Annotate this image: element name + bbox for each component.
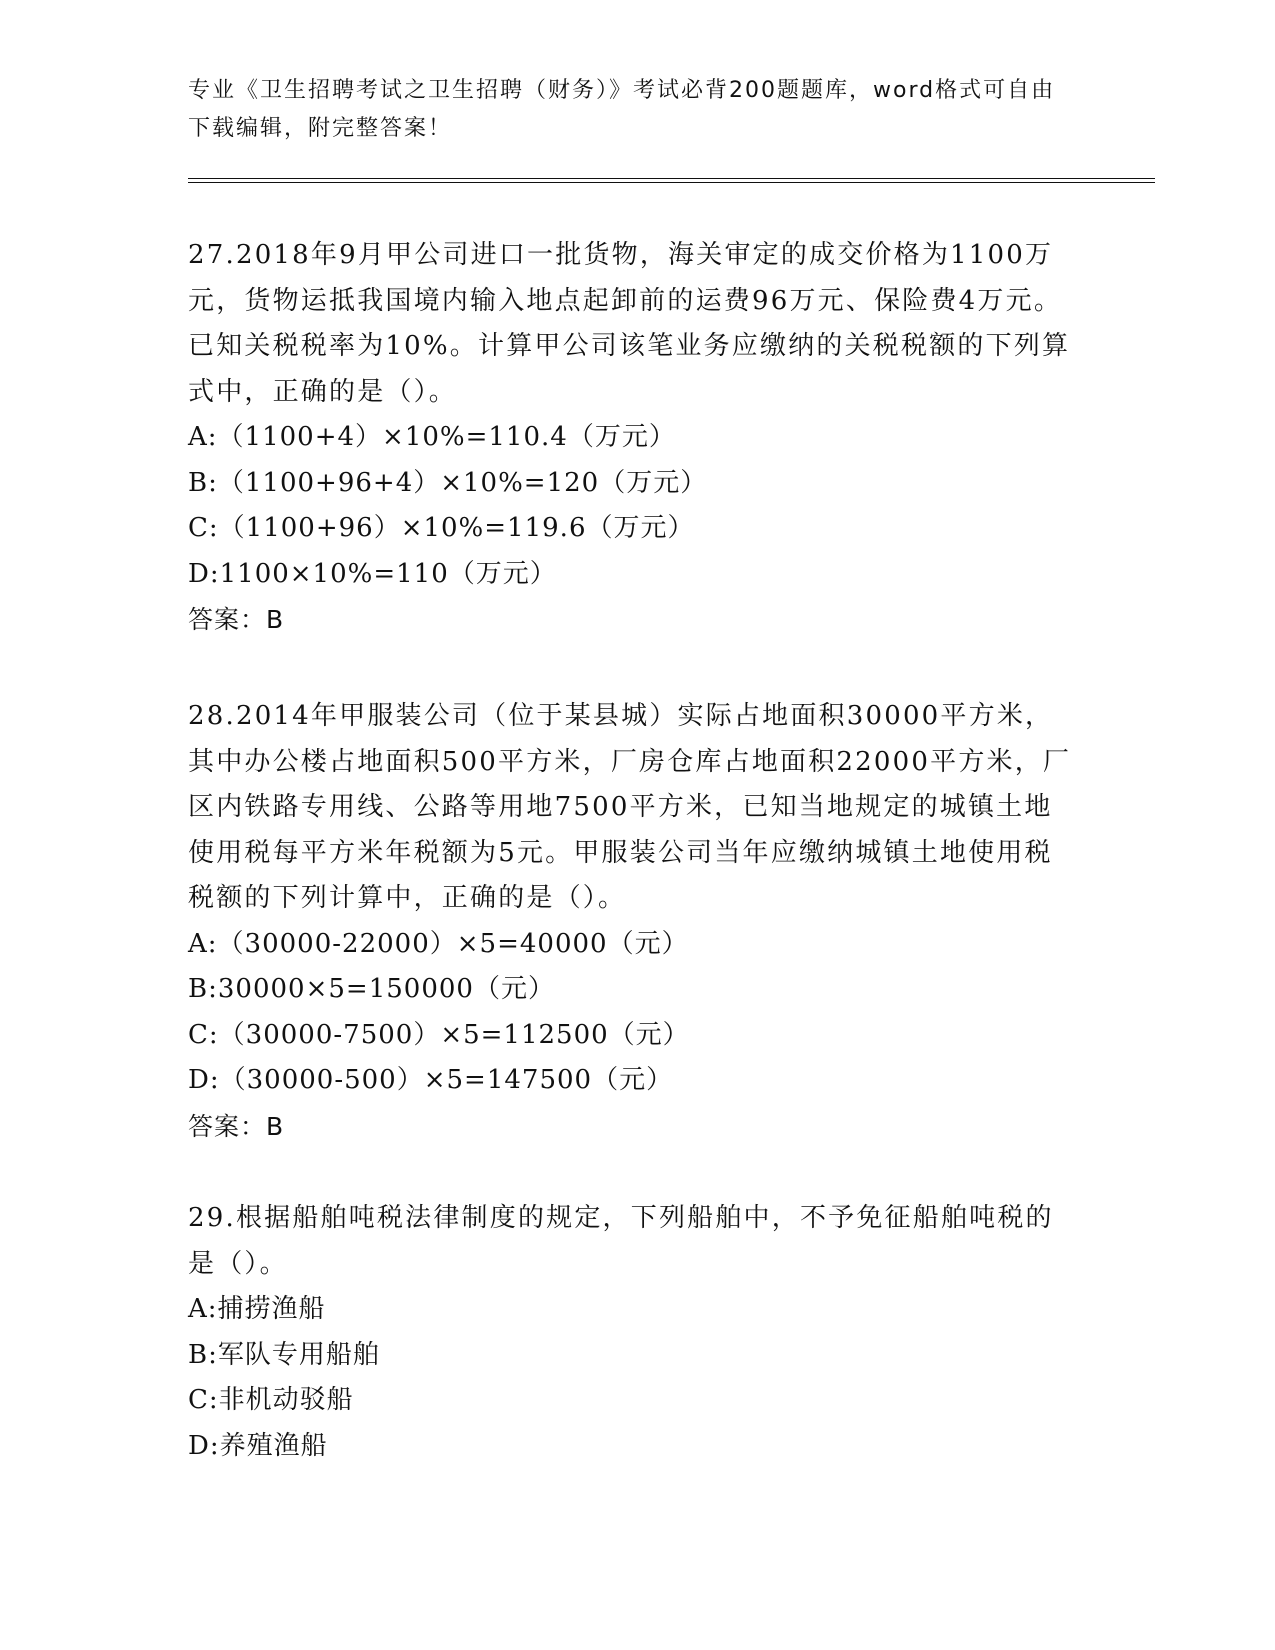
header-rule-bottom <box>188 182 1155 183</box>
header-rule-top <box>188 178 1155 179</box>
question-stem: 27.2018年9月甲公司进口一批货物，海关审定的成交价格为1100万元，货物运抵我国境内输入地点起卸前的运费96万元、保险费4万元。已知关税税率为10%。计算甲公司该笔业务应缴纳的关税税额的下列算式中，正确的是（）。 <box>188 240 1071 407</box>
question-stem: 28.2014年甲服装公司（位于某县城）实际占地面积30000平方米，其中办公楼占地面积500平方米，厂房仓库占地面积22000平方米，厂区内铁路专用线、公路等用地7500平方米，已知当地规定的城镇土地使用税每平方米年税额为5元。甲服装公司当年应缴纳城镇土地使用税税额的下列计算中，正确的是（）。 <box>188 701 1072 913</box>
answer-line: 答案：B <box>188 605 285 634</box>
document-header <box>188 72 1068 148</box>
option-a: A:捕捞渔船 <box>188 1294 326 1324</box>
header-text: 专业《卫生招聘考试之卫生招聘（财务）》考试必背200题题库，word格式可自由下载编辑，附完整答案！ <box>188 78 1056 141</box>
option-d: D:（30000-500）×5=147500（元） <box>188 1065 674 1095</box>
option-b: B:30000×5=150000（元） <box>188 974 555 1004</box>
option-b: B:军队专用船舶 <box>188 1339 380 1370</box>
option-c: C:（1100+96）×10%=119.6（万元） <box>188 513 695 543</box>
option-b: B:（1100+96+4）×10%=120（万元） <box>188 467 708 498</box>
option-a: A:（30000-22000）×5=40000（元） <box>188 928 689 959</box>
question-27 <box>188 233 1078 643</box>
option-a: A:（1100+4）×10%=110.4（万元） <box>188 422 676 452</box>
option-c: C:非机动驳船 <box>188 1385 354 1415</box>
option-c: C:（30000-7500）×5=112500（元） <box>188 1019 690 1050</box>
option-d: D:1100×10%=110（万元） <box>188 558 557 589</box>
option-d: D:养殖渔船 <box>188 1430 328 1461</box>
question-stem: 29.根据船舶吨税法律制度的规定，下列船舶中，不予免征船舶吨税的是（）。 <box>188 1203 1054 1279</box>
answer-line: 答案：B <box>188 1111 285 1141</box>
question-29 <box>188 1196 1078 1469</box>
question-28 <box>188 694 1078 1149</box>
